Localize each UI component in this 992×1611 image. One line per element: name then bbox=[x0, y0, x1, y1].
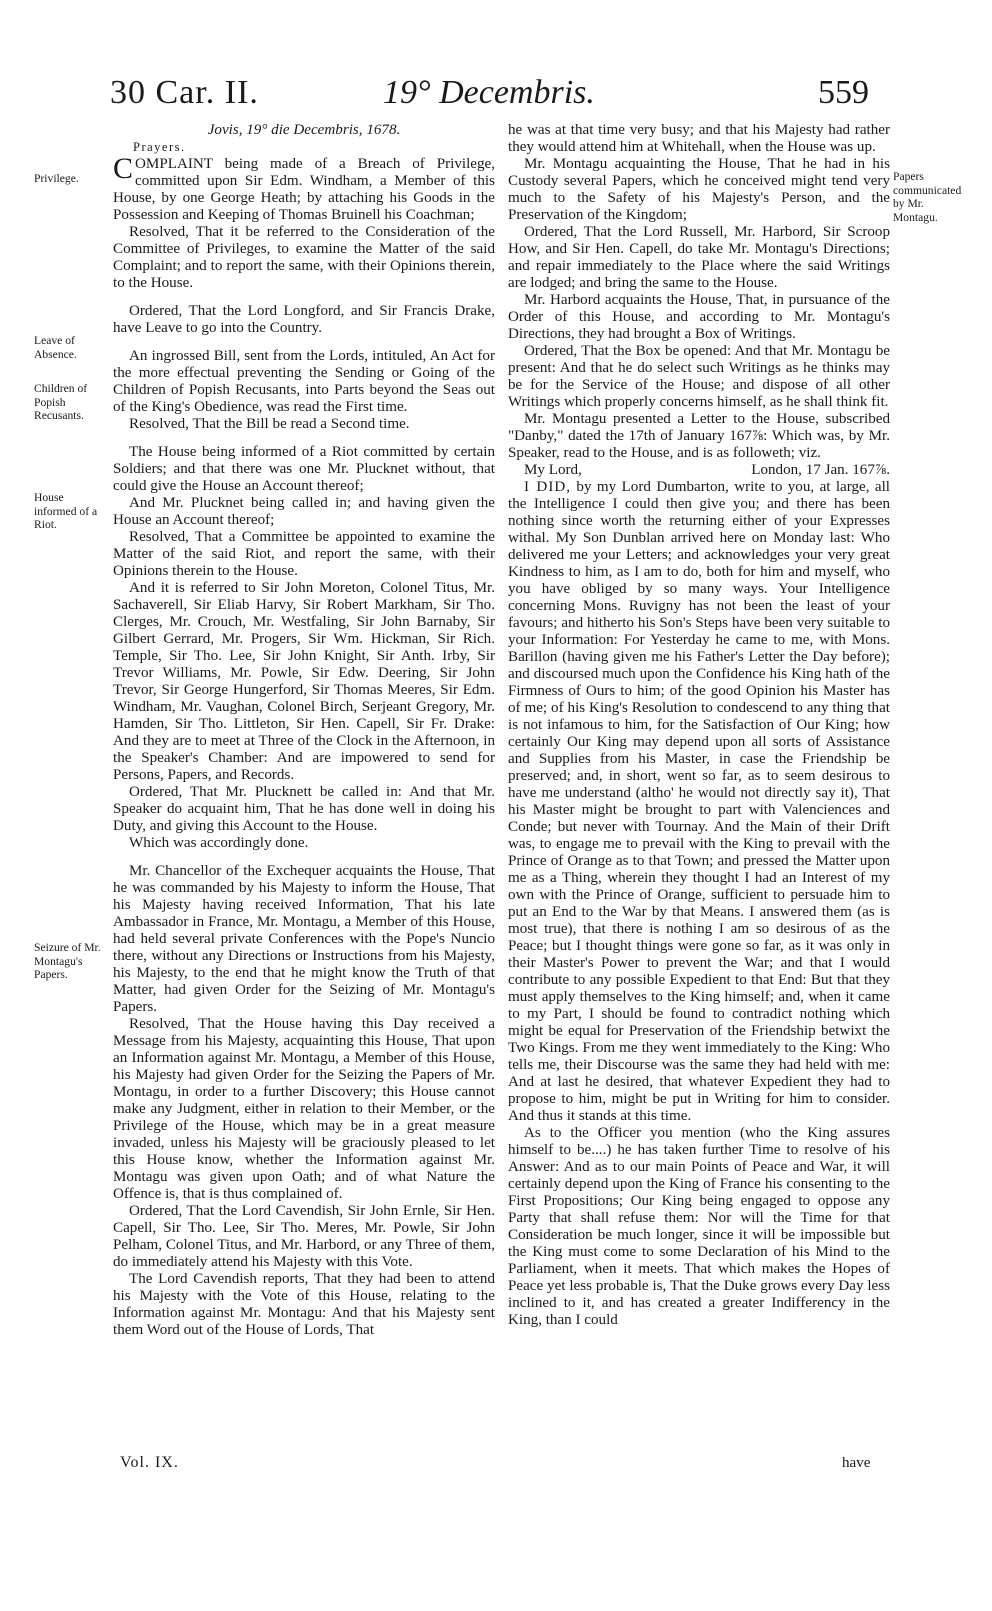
margin-note-privilege: Privilege. bbox=[34, 172, 79, 185]
entry-privilege-resolution: Resolved, That it be referred to the Consideration of the Committee of Privileges, to examine the Matter of the said Complaint; and to report the same, with their Opinions therein, to the House. bbox=[113, 224, 495, 291]
entry-continued: he was at that time very busy; and that his Majesty had rather they would attend him at Whitehall, when the House was up. bbox=[508, 122, 890, 155]
entry-bill: An ingrossed Bill, sent from the Lords, intituled, An Act for the more effectual preventing the Sending or Going of the Children of Popish Recusants, into Parts beyond the Seas out of the King's Obedience, was read the First time. bbox=[113, 348, 495, 415]
entry-box-order: Ordered, That the Box be opened: And that Mr. Montagu be present: And that he do select such Writings as he thinks may be for the Service of the House; and dispose of all other Writings which properly concerns himself, as he shall think fit. bbox=[508, 343, 890, 410]
sitting-date: Jovis, 19° die Decembris, 1678. bbox=[207, 122, 401, 138]
right-column bbox=[508, 122, 890, 1329]
entry-seizure-order: Ordered, That the Lord Cavendish, Sir John Ernle, Sir Hen. Capell, Sir Tho. Lee, Sir Tho. Meres, Mr. Powle, Sir John Pelham, Colonel Titus, and Mr. Harbord, or any Three of them, do immediately attend his Majesty with this Vote. bbox=[113, 1203, 495, 1270]
letter-body-continued: As to the Officer you mention (who the King assures himself to be....) he has taken further Time to resolve of his Answer: And as to our main Points of Peace and War, it will certainly depend upon the King of France his consenting to the First Propositions; Our King being engaged to oppose any Party that shall refuse them: Nor will the Time for that Consideration be much longer, since it will be impossible but the King must come to some Declaration of his Mind to the Parliament, when it meets. That which makes the Hopes of Peace yet less probable is, That the Duke grows every Day less inclined to it, and has created a greater Indifferency in the King, than I could bbox=[508, 1125, 890, 1328]
letter-body: I DID, by my Lord Dumbarton, write to you, at large, all the Intelligence I could then give you; and there has been nothing since worth the returning either of your Expresses withal. My Son Dunblan arrived here on Monday last: Who delivered me your Letters; and acknowledges your very great Kindness to him, as I am to do, both for him and myself, who you have obliged by so many ways. Your Intelligence concerning Mons. Ruvigny has not been the least of your favours; and hitherto his Son's Steps have been very suitable to your Information: For Yesterday he came to me, with Mons. Barillon (having given me his Father's Letter the Day before); and discoursed much upon the Confidence his King hath of the Firmness of Ours to him; of the good Opinion his Master has of me; of his King's Resolution to condescend to any thing that is not infamous to him, for the Satisfaction of Our King; how certainly Our King may depend upon all sorts of Assistance and Supplies from his Master, in case the Friendship be preserved; and, in short, went so far, as to seem desirous to have me understand (altho' he would not directly say it), That his Master might be brought to part with Valenciences and Conde; but never with Tournay. And the Main of their Drift was, to engage me to prevail with the King to prevail with the Prince of Orange as to that Town; and pressed the Matter upon me as a Thing, wherein they thought I had an Interest of my own with the Prince of Orange, sufficient to persuade him to put an End to the War by that Means. I answered them (as is most true), that there is nothing I am so desirous of as the Peace; but I thought things were gone so far, as it was only in their Master's Power to prevent the War; and that I would contribute to any possible Expedient to that End: But that they must apply themselves to the King himself; and, when it came to my Part, I should be found to contradict nothing which might be equal for Preservation of the Friendship betwixt the Two Kings. From me they went immediately to the King: Who tells me, their Discourse was the same they had held with me: And at last he desired, that whatever Expedient they had to propose to him, might be put in Writing for him to consider. And thus it stands at this time. bbox=[508, 479, 890, 1124]
entry-montagu-order: Ordered, That the Lord Russell, Mr. Harbord, Sir Scroop How, and Sir Hen. Capell, do take Mr. Montagu's Directions; and repair immediately to the Place where the said Writings are lodged; and bring the same to the House. bbox=[508, 224, 890, 291]
entry-riot: The House being informed of a Riot committed by certain Soldiers; and that there was one Mr. Plucknet without, that could give the House an Account thereof; bbox=[113, 444, 495, 494]
prayers-heading: Prayers. bbox=[133, 140, 186, 154]
running-date: 19° Decembris. bbox=[383, 74, 595, 111]
entry-leave: Ordered, That the Lord Longford, and Sir Francis Drake, have Leave to go into the Country. bbox=[113, 303, 495, 336]
margin-note-children: Children of Popish Recusants. bbox=[34, 382, 88, 422]
margin-note-riot: House informed of a Riot. bbox=[34, 491, 98, 531]
letter-opening: I DID, bbox=[524, 479, 572, 495]
entry-cavendish-report: The Lord Cavendish reports, That they had been to attend his Majesty with the Vote of this House, relating to the Information against Mr. Montagu: And that his Majesty sent them Word out of the House of Lords, That bbox=[113, 1271, 495, 1338]
letter-addressee: My Lord, bbox=[524, 462, 582, 478]
entry-seizure-resolution: Resolved, That the House having this Day received a Message from his Majesty, acquainting this House, That upon an Information against Mr. Montagu, a Member of this House, his Majesty had given Order for the Seizing the Papers of Mr. Montagu, in order to a further Discovery; this House cannot make any Judgment, either in relation to their Member, or the Privilege of the House, which may be in a great measure invaded, unless his Majesty will be graciously pleased to let this House know, whether the Information against Mr. Montagu was given upon Oath; and of what Nature the Offence is, that is thus complained of. bbox=[113, 1016, 495, 1202]
entry-riot-done: Which was accordingly done. bbox=[129, 835, 309, 851]
regnal-year: 30 Car. II. bbox=[110, 74, 259, 111]
volume-signature: Vol. IX. bbox=[120, 1454, 179, 1471]
entry-riot-resolution: Resolved, That a Committee be appointed to examine the Matter of the said Riot, and report the same, with their Opinions therein to the House. bbox=[113, 529, 495, 579]
margin-note-seizure: Seizure of Mr. Montagu's Papers. bbox=[34, 941, 101, 981]
left-column bbox=[113, 122, 495, 1339]
running-head bbox=[0, 74, 992, 124]
entry-riot-order: Ordered, That Mr. Plucknett be called in: And that Mr. Speaker do acquaint him, That he has done well in doing his Duty, and giving this Account to the House. bbox=[113, 784, 495, 834]
entry-privilege: COMPLAINT being made of a Breach of Privilege, committed upon Sir Edm. Windham, a Member of this House, by one George Heath; by attaching his Goods in the Possession and Keeping of Thomas Bruinell his Coachman; bbox=[113, 152, 495, 223]
letter-dateline: London, 17 Jan. 167⅞. bbox=[751, 462, 890, 478]
margin-note-leave: Leave of Absence. bbox=[34, 334, 77, 361]
catchword: have bbox=[842, 1455, 871, 1471]
entry-riot-committee: And it is referred to Sir John Moreton, Colonel Titus, Mr. Sachaverell, Sir Eliab Harvy, Sir Robert Markham, Sir Tho. Clerges, Mr. Crouch, Mr. Westfaling, Sir John Barnaby, Sir Gilbert Gerrard, Mr. Progers, Sir Wm. Hickman, Sir Rich. Temple, Sir Tho. Lee, Sir John Knight, Sir Anth. Irby, Sir Trevor Williams, Mr. Powle, Sir Edw. Deering, Sir John Trevor, Sir George Hungerford, Sir Thomas Meeres, Sir Edm. Windham, Mr. Vaughan, Colonel Birch, Serjeant Gregory, Mr. Hamden, Sir Tho. Littleton, Sir Hen. Capell, Sir Fr. Drake: And they are to meet at Three of the Clock in the Afternoon, in the Speaker's Chamber: And are impowered to send for Persons, Papers, and Records. bbox=[113, 580, 495, 783]
entry-letter-presented: Mr. Montagu presented a Letter to the House, subscribed "Danby," dated the 17th of January 167⅞: Which was, by Mr. Speaker, read to the House, and is as followeth; viz. bbox=[508, 411, 890, 461]
letter-salutation bbox=[508, 462, 890, 479]
drop-cap: C bbox=[113, 152, 134, 185]
entry-harbord: Mr. Harbord acquaints the House, That, in pursuance of the Order of this House, and according to Mr. Montagu's Directions, they had brought a Box of Writings. bbox=[508, 292, 890, 342]
page-number: 559 bbox=[818, 74, 869, 111]
margin-note-papers: Papers communicated by Mr. Montagu. bbox=[893, 170, 962, 224]
entry-bill-resolution: Resolved, That the Bill be read a Second time. bbox=[129, 416, 410, 432]
entry-seizure: Mr. Chancellor of the Exchequer acquaints the House, That he was commanded by his Majesty to inform the House, That his Majesty having received Information, That his late Ambassador in France, Mr. Montagu, a Member of this House, had held several private Conferences with the Pope's Nuncio there, without any Directions or Instructions from his Majesty, his Majesty, to the end that he might know the Truth of that Matter, had given Order for the Seizing of Mr. Montagu's Papers. bbox=[113, 863, 495, 1015]
entry-montagu-papers: Mr. Montagu acquainting the House, That he had in his Custody several Papers, which he conceived might tend very much to the Safety of his Majesty's Person, and the Preservation of the Kingdom; bbox=[508, 156, 890, 223]
entry-riot-called: And Mr. Plucknet being called in; and having given the House an Account thereof; bbox=[113, 495, 495, 528]
